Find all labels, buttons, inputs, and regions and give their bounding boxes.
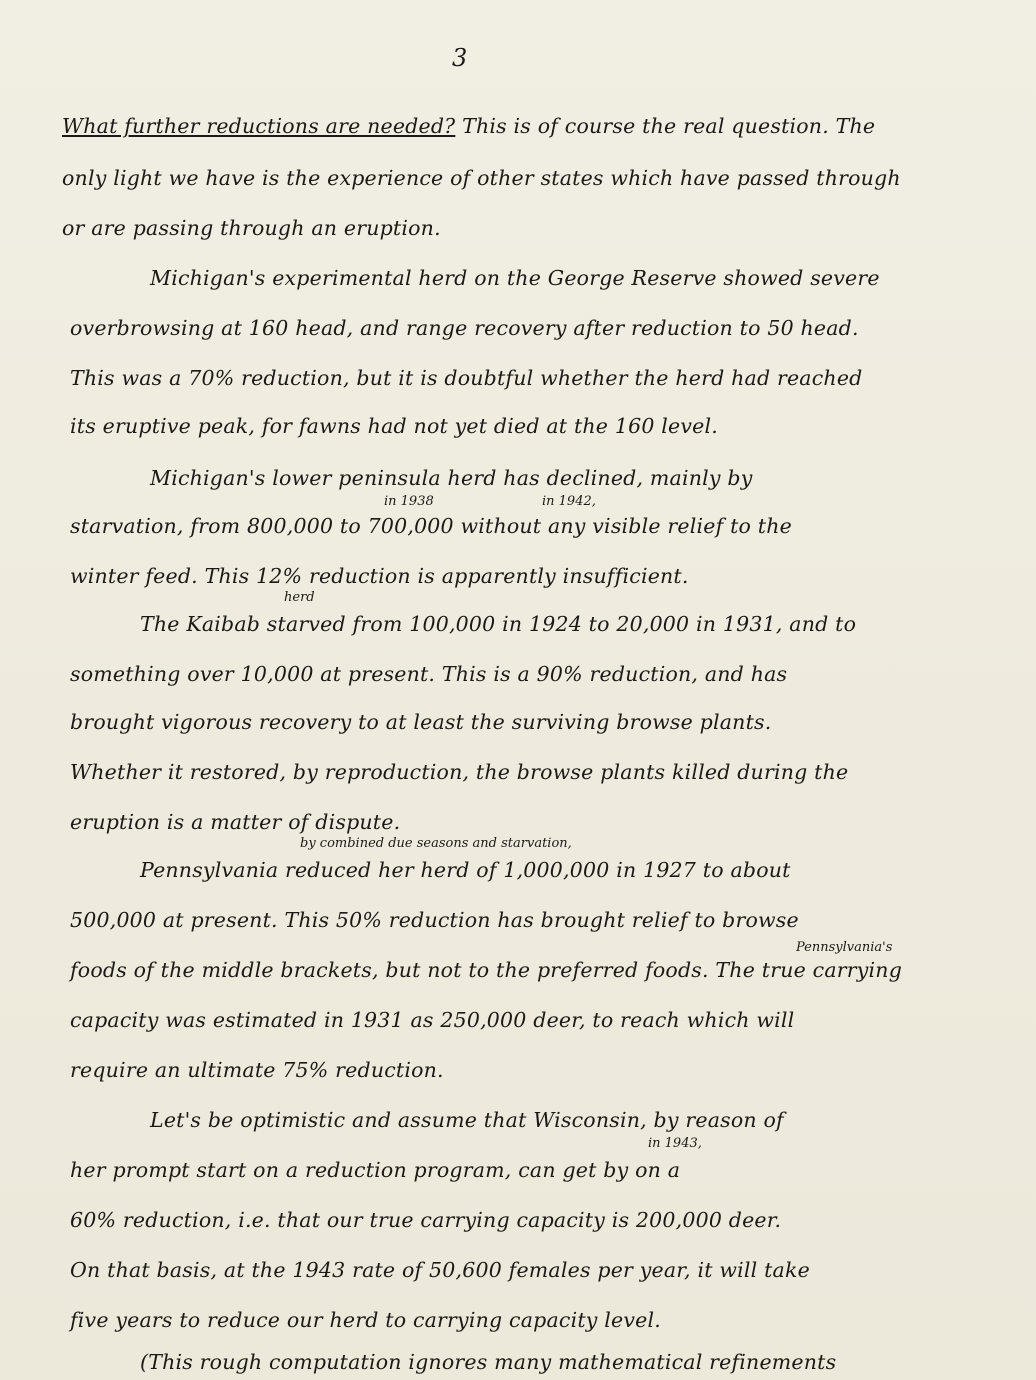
text-line: On that basis, at the 1943 rate of 50,600 females per year, it will take [70,1258,810,1282]
text-line: (This rough computation ignores many mathematical refinements [140,1350,837,1374]
text-line: foods of the middle brackets, but not to the preferred foods. The true carrying [70,958,903,982]
text-line: require an ultimate 75% reduction. [70,1058,444,1082]
text-line: 500,000 at present. This 50% reduction has brought relief to browse [70,908,799,932]
text-line: Let's be optimistic and assume that Wisconsin, by reason of [150,1108,784,1132]
text-line: only light we have is the experience of other states which have passed through [62,166,901,190]
text-line: or are passing through an eruption. [62,216,441,240]
text-line: her prompt start on a reduction program, can get by on a [70,1158,681,1182]
insertion-note: in 1942, [542,494,596,509]
section-heading: What further reductions are needed? [62,114,456,138]
text-line: its eruptive peak, for fawns had not yet died at the 160 level. [70,414,718,438]
text-line: Michigan's experimental herd on the George Reserve showed severe [150,266,880,290]
text-line: five years to reduce our herd to carrying capacity level. [70,1308,661,1332]
text-line: something over 10,000 at present. This is a 90% reduction, and has [70,662,788,686]
text-line: This was a 70% reduction, but it is doubtful whether the herd had reached [70,366,863,390]
text-line: The Kaibab starved from 100,000 in 1924 to 20,000 in 1931, and to [140,612,857,636]
text-line: overbrowsing at 160 head, and range recovery after reduction to 50 head. [70,316,859,340]
text-line: Pennsylvania reduced her herd of 1,000,000 in 1927 to about [140,858,791,882]
insertion-note: herd [284,590,315,605]
text-line: eruption is a matter of dispute. [70,810,401,834]
text-line: starvation, from 800,000 to 700,000 without any visible relief to the [70,514,792,538]
text-line: Michigan's lower peninsula herd has declined, mainly by [150,466,753,490]
insertion-note: in 1938 [384,494,434,509]
insertion-note: by combined due seasons and starvation, [300,836,572,851]
page-number: 3 [452,44,468,72]
insertion-note: Pennsylvania's [796,940,893,955]
text-line: winter feed. This 12% reduction is apparently insufficient. [70,564,689,588]
text-line: Whether it restored, by reproduction, the browse plants killed during the [70,760,849,784]
text-line: capacity was estimated in 1931 as 250,000 deer, to reach which will [70,1008,795,1032]
text-line: What further reductions are needed? This is of course the real question. The [62,114,876,138]
insertion-note: in 1943, [648,1136,702,1151]
text-line: 60% reduction, i.e. that our true carrying capacity is 200,000 deer. [70,1208,782,1232]
text-line: brought vigorous recovery to at least the surviving browse plants. [70,710,772,734]
